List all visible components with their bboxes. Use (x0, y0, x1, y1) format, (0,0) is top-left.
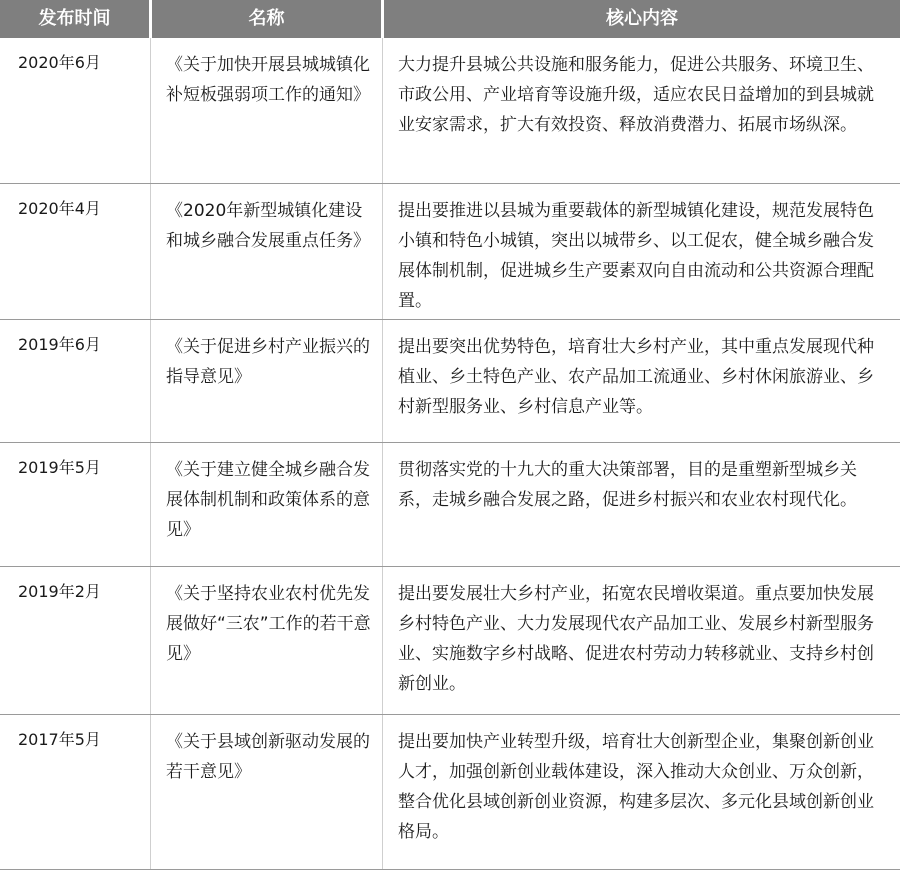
row-date: 2017年5月 (18, 730, 101, 749)
column-divider (382, 443, 383, 567)
table-row (0, 567, 900, 715)
table-row (0, 320, 900, 443)
header-content: 核心内容 (384, 0, 900, 38)
column-divider (150, 38, 151, 184)
row-content: 提出要推进以县城为重要载体的新型城镇化建设，规范发展特色小镇和特色小城镇，突出以城带乡、以工促农，健全城乡融合发展体制机制，促进城乡生产要素双向自由流动和公共资源合理配置。 (398, 201, 874, 311)
row-name: 《关于促进乡村产业振兴的指导意见》 (166, 337, 370, 387)
table-row (0, 184, 900, 320)
row-name: 《关于建立健全城乡融合发展体制机制和政策体系的意见》 (166, 460, 370, 540)
header-date: 发布时间 (0, 0, 149, 38)
row-date: 2020年6月 (18, 53, 101, 72)
table-row (0, 715, 900, 870)
column-divider (150, 184, 151, 320)
row-name: 《关于加快开展县城城镇化补短板强弱项工作的通知》 (166, 55, 370, 105)
row-content: 贯彻落实党的十九大的重大决策部署，目的是重塑新型城乡关系，走城乡融合发展之路，促进乡村振兴和农业农村现代化。 (398, 460, 857, 510)
row-name: 《关于坚持农业农村优先发展做好“三农”工作的若干意见》 (166, 584, 371, 664)
row-divider (0, 869, 900, 870)
column-divider (150, 715, 151, 870)
table-row (0, 38, 900, 184)
row-date: 2020年4月 (18, 199, 101, 218)
row-date: 2019年5月 (18, 458, 101, 477)
row-name: 《关于县域创新驱动发展的若干意见》 (166, 732, 370, 782)
row-date: 2019年2月 (18, 582, 101, 601)
column-divider (150, 567, 151, 715)
row-content: 提出要发展壮大乡村产业，拓宽农民增收渠道。重点要加快发展乡村特色产业、大力发展现代农产品加工业、发展乡村新型服务业、实施数字乡村战略、促进农村劳动力转移就业、支持乡村创新创业。 (398, 584, 874, 694)
row-content: 大力提升县城公共设施和服务能力，促进公共服务、环境卫生、市政公用、产业培育等设施升级，适应农民日益增加的到县城就业安家需求，扩大有效投资、释放消费潜力、拓展市场纵深。 (398, 55, 874, 135)
table-header (0, 0, 900, 38)
row-date: 2019年6月 (18, 335, 101, 354)
column-divider (382, 184, 383, 320)
column-divider (382, 715, 383, 870)
row-content: 提出要突出优势特色，培育壮大乡村产业，其中重点发展现代种植业、乡土特色产业、农产品加工流通业、乡村休闲旅游业、乡村新型服务业、乡村信息产业等。 (398, 337, 874, 417)
column-divider (382, 38, 383, 184)
table-row (0, 443, 900, 567)
column-divider (382, 320, 383, 443)
row-name: 《2020年新型城镇化建设和城乡融合发展重点任务》 (166, 201, 370, 251)
row-content: 提出要加快产业转型升级，培育壮大创新型企业，集聚创新创业人才，加强创新创业载体建设，深入推动大众创业、万众创新，整合优化县域创新创业资源，构建多层次、多元化县域创新创业格局。 (398, 732, 874, 842)
header-name: 名称 (152, 0, 381, 38)
column-divider (150, 443, 151, 567)
column-divider (150, 320, 151, 443)
column-divider (382, 567, 383, 715)
